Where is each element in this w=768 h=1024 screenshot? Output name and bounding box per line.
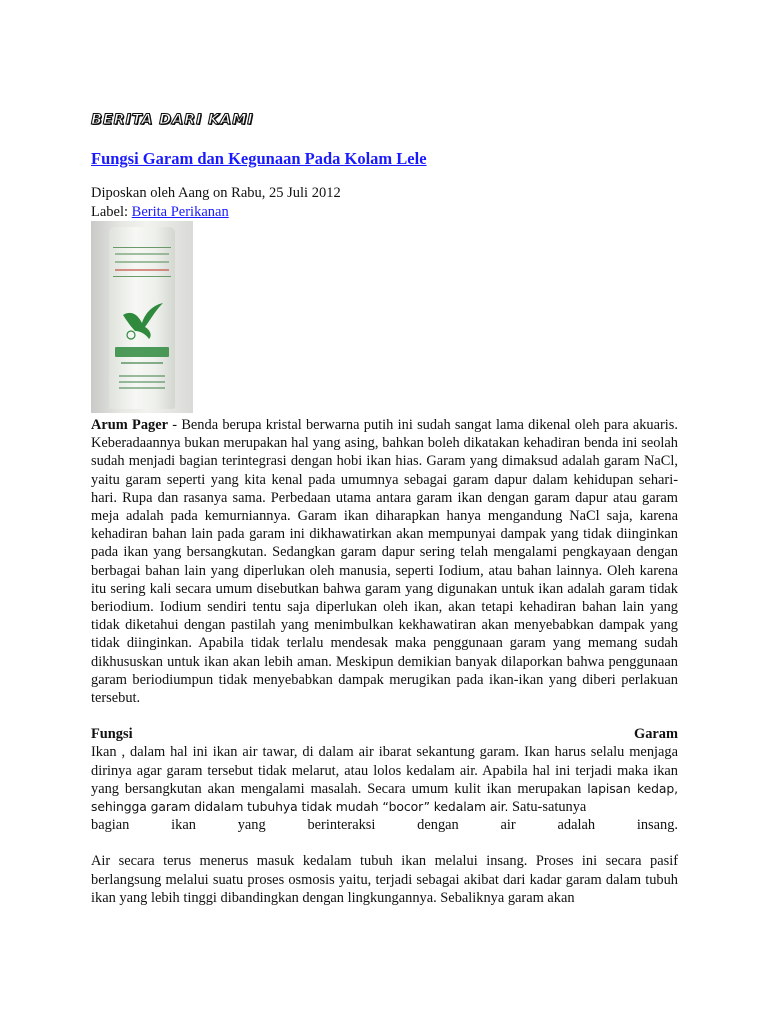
p2-text-b: Satu-satunya	[508, 799, 587, 816]
article-body	[91, 416, 678, 907]
paragraph-2-last-line: bagian ikan yang berinteraksi dengan air adalah insang.	[91, 817, 678, 834]
intro-text: - Benda berupa kristal berwarna putih ini sudah sangat lama dikenal oleh para akuaris. Keberadaannya bukan merupakan hal yang asing, bahkan boleh dikatakan kehadiran benda ini seolah sudah menjadi bagian terintegrasi dengan hobi ikan hias. Garam yang dimaksud adalah garam NaCl, yaitu garam seperti yang kita kenal pada umumnya sebagai garam dapur dalam kehidupan sehari-hari. Rupa dan rasanya sama. Perbedaan utama antara garam ikan dengan garam dapur atau garam meja adalah pada kemurniannya. Garam ikan diharapkan hanya mengandung NaCl saja, karena kehadiran bahan lain pada garam ini dikhawatirkan akan mempunyai dampak yang tidak diinginkan pada ikan yang bersangkutan. Sedangkan garam dapur sering telah mengalami pengkayaan dengan berbagai bahan lain yang diperlukan oleh manusia, seperti Iodium, atau bahan lainnya. Oleh karena itu sering kali secara umum disebutkan bahwa garam yang digunakan untuk ikan adalah garam tidak beriodium. Iodium sendiri tentu saja diperlukan oleh ikan, akan tetapi kehadiran bahan lain yang tidak diketahui dengan pastilah yang menimbulkan kekhawatiran akan menyebabkan dampak yang tidak diinginkan. Apabila tidak terlalu mendesak maka penggunaan garam yang memang sudah dikhususkan untuk ikan akan lebih aman. Meskipun demikian banyak dilaporkan bahwa penggunaan garam beriodiumpun tidak menyebabkan dampak merugikan pada ikan-ikan yang diberi perlakuan tersebut.	[91, 417, 679, 707]
section-kicker: BERITA DARI KAMI	[91, 112, 254, 128]
paragraph-2	[91, 743, 678, 816]
label-link[interactable]: Berita Perikanan	[131, 204, 229, 220]
p2-mono-text: lapisan kedap, sehingga garam didalam tubuhya tidak mudah “bocor” kedalam air.	[91, 780, 679, 815]
paragraph-3: Air secara terus menerus masuk kedalam tubuh ikan melalui insang. Proses ini secara pasif berlangsung melalui suatu proses osmosis yaitu, terjadi sebagai akibat dari kadar garam dalam tubuh ikan yang lebih tinggi dibandingkan dengan lingkungannya. Sebaliknya garam akan	[91, 853, 678, 906]
intro-paragraph	[91, 416, 678, 707]
intro-bold: Arum Pager	[91, 417, 168, 433]
p2-text-a: Ikan , dalam hal ini ikan air tawar, di dalam air ibarat sekantung garam. Ikan harus selalu menjaga dirinya agar garam tersebut tidak melarut, atau lolos kedalam air. Apabila hal ini terjadi maka ikan yang bersangkutan akan mengalami masalah. Secara umum kulit ikan merupakan	[91, 744, 678, 797]
subhead-left: Fungsi	[91, 726, 133, 743]
post-label-row	[91, 204, 229, 221]
subhead-right: Garam	[634, 726, 678, 743]
subhead-row	[91, 725, 678, 743]
salt-bag-image	[109, 227, 175, 409]
bird-logo-icon	[119, 297, 165, 343]
post-meta: Diposkan oleh Aang on Rabu, 25 Juli 2012	[91, 185, 341, 201]
label-prefix: Label:	[91, 204, 132, 220]
article-title-link[interactable]: Fungsi Garam dan Kegunaan Pada Kolam Lele	[91, 149, 427, 168]
product-photo	[91, 221, 193, 413]
